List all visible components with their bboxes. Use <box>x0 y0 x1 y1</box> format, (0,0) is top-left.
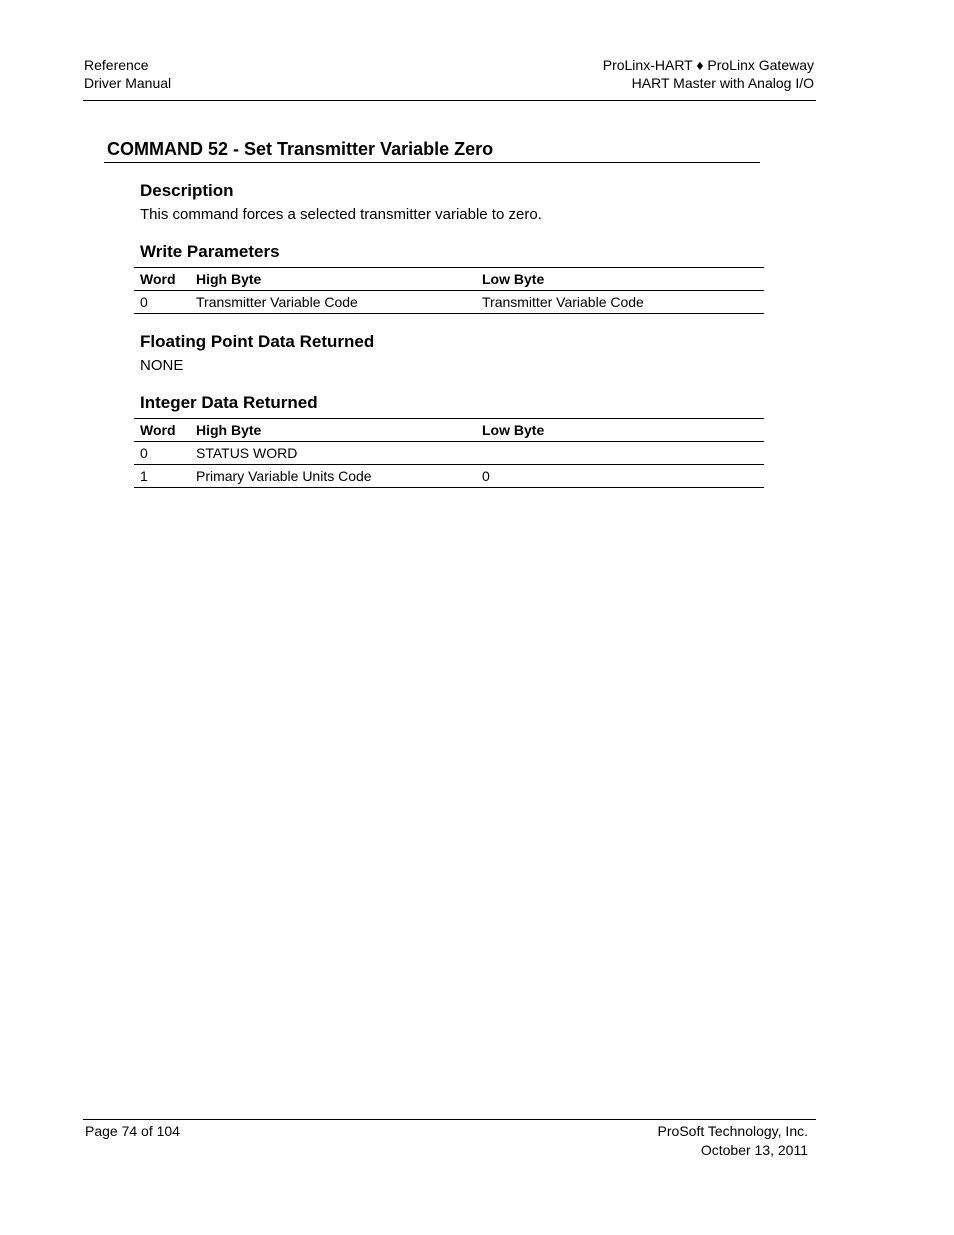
page-header-right <box>603 56 814 92</box>
column-header-high-byte: High Byte <box>190 419 476 442</box>
column-header-high-byte: High Byte <box>190 268 476 291</box>
header-section: Reference <box>84 57 149 73</box>
page-header-left <box>84 56 171 92</box>
integer-data-heading: Integer Data Returned <box>140 393 318 412</box>
cell-low-byte <box>476 442 764 465</box>
cell-high-byte: Primary Variable Units Code <box>190 465 476 488</box>
footer-divider <box>83 1119 816 1120</box>
header-doc-type: Driver Manual <box>84 75 172 91</box>
footer-date: October 13, 2011 <box>700 1142 808 1158</box>
header-divider <box>83 100 816 101</box>
write-parameters-table <box>134 267 764 314</box>
footer-company: ProSoft Technology, Inc. <box>657 1123 808 1139</box>
description-heading: Description <box>140 181 234 200</box>
cell-high-byte: Transmitter Variable Code <box>190 291 476 314</box>
cell-high-byte: STATUS WORD <box>190 442 476 465</box>
table-row <box>134 442 764 465</box>
write-parameters-heading: Write Parameters <box>140 242 280 261</box>
title-divider <box>104 162 760 163</box>
header-product: ProLinx-HART ♦ ProLinx Gateway <box>602 57 814 73</box>
page-title: COMMAND 52 - Set Transmitter Variable Zero <box>107 139 494 159</box>
description-text: This command forces a selected transmitter variable to zero. <box>140 206 542 223</box>
page-footer-right <box>658 1122 808 1160</box>
cell-word: 0 <box>134 442 190 465</box>
table-row <box>134 291 764 314</box>
cell-low-byte: 0 <box>476 465 764 488</box>
integer-data-table <box>134 418 764 488</box>
floating-point-heading: Floating Point Data Returned <box>140 332 375 351</box>
column-header-word: Word <box>134 419 190 442</box>
column-header-low-byte: Low Byte <box>476 268 764 291</box>
cell-low-byte: Transmitter Variable Code <box>476 291 764 314</box>
header-subtitle: HART Master with Analog I/O <box>631 75 814 91</box>
floating-point-text: NONE <box>140 357 184 374</box>
cell-word: 1 <box>134 465 190 488</box>
page-number: Page 74 of 104 <box>85 1123 180 1139</box>
column-header-word: Word <box>134 268 190 291</box>
column-header-low-byte: Low Byte <box>476 419 764 442</box>
cell-word: 0 <box>134 291 190 314</box>
table-header-row <box>134 268 764 291</box>
table-row <box>134 465 764 488</box>
table-header-row <box>134 419 764 442</box>
